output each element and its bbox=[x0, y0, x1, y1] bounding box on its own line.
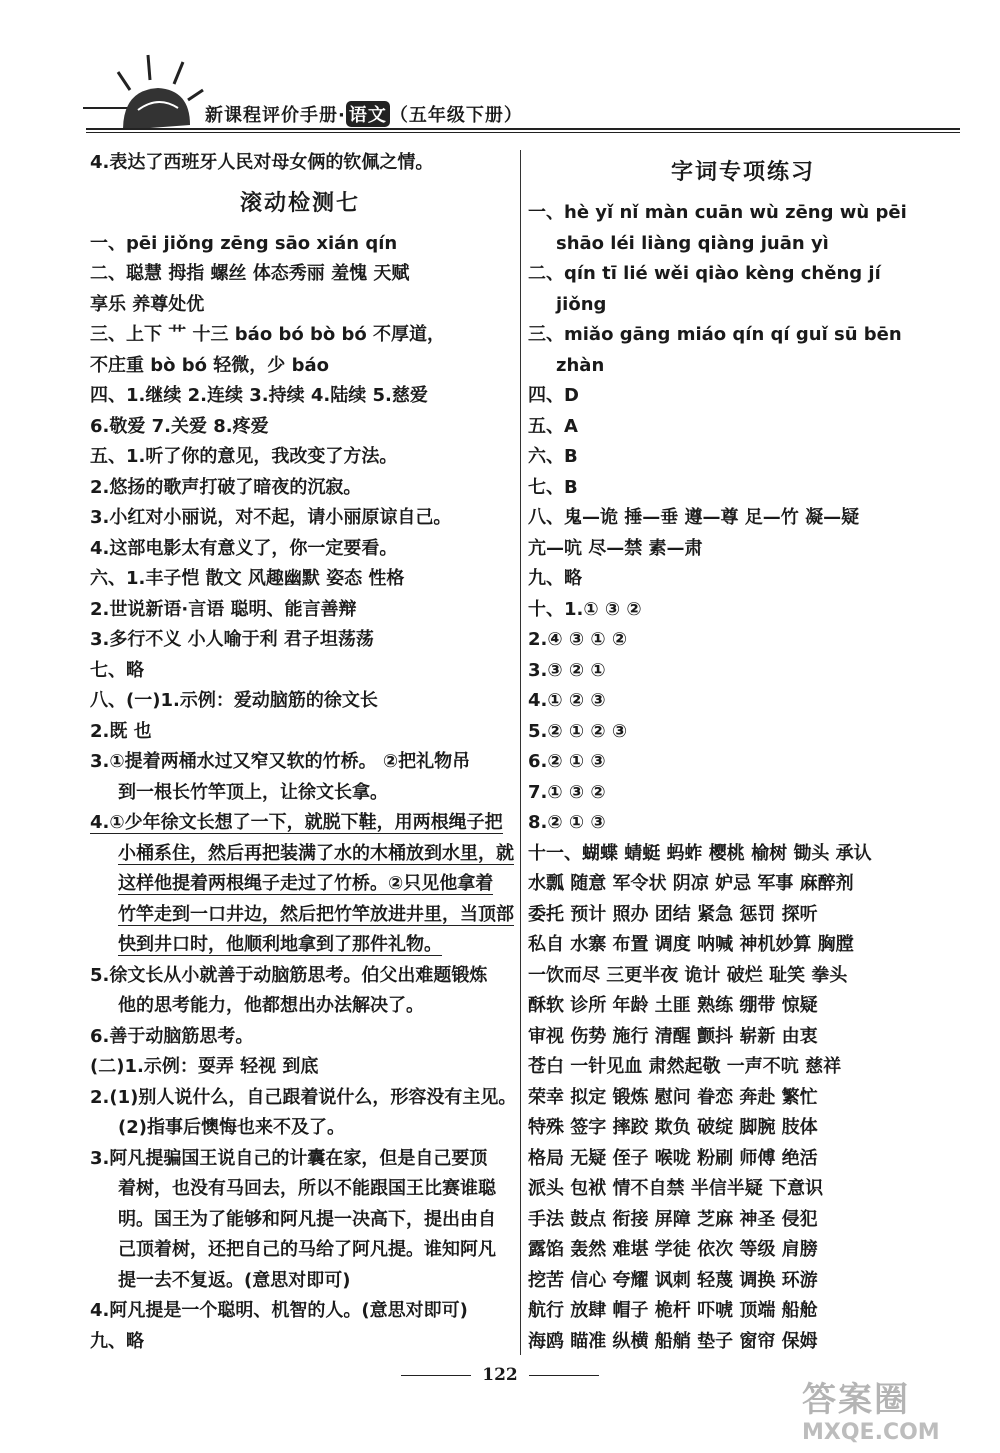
answer-text: 七、略 bbox=[90, 659, 144, 681]
answer-line bbox=[528, 1144, 958, 1175]
answer-text: 酥软 诊所 年龄 土匪 熟练 绷带 惊疑 bbox=[528, 995, 818, 1016]
answer-text: 2.既 也 bbox=[90, 720, 152, 742]
answer-text: 竹竿走到一口井边，然后把竹竿放进井里，当顶部 bbox=[118, 903, 514, 925]
answer-line bbox=[90, 717, 510, 748]
answer-text: 九、略 bbox=[90, 1330, 144, 1352]
answer-line bbox=[528, 1052, 958, 1083]
answer-text: 2.悠扬的歌声打破了暗夜的沉寂。 bbox=[90, 476, 362, 498]
answer-text: 6.② ① ③ bbox=[528, 751, 606, 772]
answer-text: (二)1.示例：耍弄 轻视 到底 bbox=[90, 1056, 319, 1077]
page-header bbox=[0, 0, 1000, 140]
answer-text: zhàn bbox=[556, 354, 605, 376]
answer-text: 着树，也没有马回去，所以不能跟国王比赛谁聪 bbox=[118, 1178, 496, 1199]
answer-line bbox=[528, 1205, 958, 1236]
answer-line bbox=[90, 778, 510, 809]
answer-line bbox=[90, 442, 510, 473]
answer-line bbox=[528, 808, 958, 839]
answer-text: 8.② ① ③ bbox=[528, 812, 606, 833]
answer-text: 委托 预计 照办 团结 紧急 惩罚 探听 bbox=[528, 903, 818, 925]
answer-line bbox=[90, 503, 510, 534]
answer-text: 手法 鼓点 衔接 屏障 芝麻 神圣 侵犯 bbox=[528, 1208, 818, 1230]
answer-text: 五、A bbox=[528, 415, 578, 437]
answer-line bbox=[90, 1083, 517, 1114]
header-grade: （五年级下册） bbox=[389, 105, 523, 126]
answer-text: 审视 伤势 施行 清醒 颤抖 崭新 由衷 bbox=[528, 1025, 818, 1047]
answer-line bbox=[90, 961, 510, 992]
answer-text: 九、略 bbox=[528, 568, 582, 589]
answer-text: 挖苦 信心 夸耀 讽刺 轻蔑 调换 环游 bbox=[528, 1269, 818, 1291]
answer-text: 3.小红对小丽说，对不起，请小丽原谅自己。 bbox=[90, 507, 452, 528]
answer-text: 明。国王为了能够和阿凡提一决高下，提出由自 bbox=[118, 1208, 496, 1230]
header-rule-thin bbox=[86, 132, 960, 133]
answer-line bbox=[528, 961, 958, 992]
answer-text: 荣幸 拟定 锻炼 慰问 眷恋 奔赴 繁忙 bbox=[528, 1086, 818, 1108]
answer-text: 格局 无疑 侄子 喉咙 粉刷 师傅 绝活 bbox=[528, 1147, 818, 1169]
answer-line bbox=[90, 686, 510, 717]
header-rule bbox=[86, 128, 960, 130]
watermark-text-cn: 答案圈 bbox=[802, 1380, 910, 1420]
answer-text: 派头 包袱 情不自禁 半信半疑 下意识 bbox=[528, 1178, 824, 1199]
answer-line bbox=[528, 503, 958, 534]
answer-line bbox=[90, 1174, 510, 1205]
answer-line bbox=[90, 930, 510, 961]
right-answer-lines bbox=[528, 198, 958, 1357]
answer-text: 2.④ ③ ① ② bbox=[528, 629, 628, 650]
answer-line bbox=[90, 808, 510, 839]
answer-text: 一、hè yǐ nǐ màn cuān wù zēng wù pēi bbox=[528, 202, 907, 223]
answer-line bbox=[528, 534, 958, 565]
answer-text: 4.① ② ③ bbox=[528, 690, 606, 711]
answer-text: 私自 水寨 布置 调度 呐喊 神机妙算 胸膛 bbox=[528, 934, 854, 955]
answer-text: 3.①提着两桶水过又窄又软的竹桥。 ②把礼物吊 bbox=[90, 751, 471, 772]
answer-text: 八、鬼—诡 捶—垂 遵—尊 足—竹 凝—疑 bbox=[528, 507, 860, 528]
section-title-test-7: 滚动检测七 bbox=[239, 190, 360, 216]
answer-text: 水瓢 随意 军令状 阴凉 妒忌 军事 麻醉剂 bbox=[528, 873, 854, 894]
answer-text: 露馅 轰然 难堪 学徒 依次 等级 肩膀 bbox=[528, 1239, 818, 1260]
answer-line bbox=[528, 778, 958, 809]
answer-text: 5.② ① ② ③ bbox=[528, 720, 628, 742]
answer-line bbox=[528, 564, 958, 595]
answer-text: 七、B bbox=[528, 476, 578, 498]
answer-text: 2.(1)别人说什么，自己跟着说什么，形容没有主见。 bbox=[90, 1086, 517, 1108]
answer-text: 二、qín tī lié wěi qiào kèng chěng jí bbox=[528, 263, 881, 284]
answer-line bbox=[90, 1327, 510, 1358]
watermark-text-url: MXQE.COM bbox=[802, 1420, 940, 1445]
right-column bbox=[528, 148, 958, 1357]
answer-line bbox=[528, 1113, 958, 1144]
answer-line bbox=[528, 930, 958, 961]
answer-line bbox=[528, 473, 958, 504]
footer-ornament-right bbox=[529, 1375, 599, 1376]
answer-line bbox=[90, 351, 510, 382]
answer-line bbox=[90, 991, 510, 1022]
answer-line bbox=[90, 259, 510, 290]
answer-text: 2.世说新语·言语 聪明、能言善辩 bbox=[90, 598, 357, 620]
section-title-word-practice: 字词专项练习 bbox=[670, 160, 815, 185]
answer-line bbox=[528, 381, 958, 412]
answer-line bbox=[90, 1144, 510, 1175]
answer-line bbox=[90, 320, 510, 351]
answer-text: 他的思考能力，他都想出办法解决了。 bbox=[118, 995, 424, 1016]
column-divider bbox=[520, 150, 521, 1355]
answer-line bbox=[90, 1266, 510, 1297]
answer-line bbox=[90, 1052, 510, 1083]
answer-text: 这样他提着两根绳子走过了竹桥。②只见他拿着 bbox=[118, 873, 494, 894]
answer-text: 六、1.丰子恺 散文 风趣幽默 姿态 性格 bbox=[90, 568, 405, 589]
answer-line bbox=[528, 229, 958, 260]
answer-line bbox=[90, 381, 510, 412]
footer-ornament-left bbox=[401, 1375, 471, 1376]
answer-line bbox=[90, 534, 510, 565]
answer-text: 八、(一)1.示例：爱动脑筋的徐文长 bbox=[90, 690, 378, 711]
watermark-logo bbox=[802, 1380, 982, 1450]
answer-line bbox=[90, 595, 510, 626]
answer-line bbox=[528, 442, 958, 473]
answer-text: 提一去不复返。(意思对即可) bbox=[118, 1269, 351, 1291]
answer-line bbox=[90, 564, 510, 595]
answer-line bbox=[90, 290, 510, 321]
answer-text: 亢—吭 尽—禁 素—肃 bbox=[528, 537, 703, 559]
answer-text: 二、聪慧 拇指 螺丝 体态秀丽 羞愧 天赋 bbox=[90, 263, 410, 284]
answer-line bbox=[90, 412, 510, 443]
answer-line bbox=[90, 473, 510, 504]
answer-line bbox=[90, 839, 514, 870]
answer-text: 6.敬爱 7.关爱 8.疼爱 bbox=[90, 415, 269, 437]
answer-line bbox=[528, 1022, 958, 1053]
answer-line bbox=[528, 1174, 958, 1205]
answer-line bbox=[528, 900, 958, 931]
answer-line bbox=[90, 869, 510, 900]
header-title bbox=[205, 101, 523, 127]
answer-line bbox=[90, 1022, 510, 1053]
answer-text: 3.多行不义 小人喻于利 君子坦荡荡 bbox=[90, 629, 374, 650]
answer-text: 四、1.继续 2.连续 3.持续 4.陆续 5.慈爱 bbox=[90, 385, 428, 406]
answer-line bbox=[528, 839, 958, 870]
answer-line bbox=[90, 1296, 510, 1327]
answer-text: 3.③ ② ① bbox=[528, 659, 606, 681]
answer-text: 五、1.听了你的意见，我改变了方法。 bbox=[90, 446, 398, 467]
answer-text: 5.徐文长从小就善于动脑筋思考。伯父出难题锻炼 bbox=[90, 964, 488, 986]
answer-text: 4.①少年徐文长想了一下，就脱下鞋，用两根绳子把 bbox=[90, 812, 503, 833]
answer-text: 一、pēi jiǒng zēng sāo xián qín bbox=[90, 232, 398, 254]
answer-line bbox=[528, 412, 958, 443]
answer-text: 六、B bbox=[528, 446, 578, 467]
page-number: 122 bbox=[482, 1365, 518, 1385]
answer-text: 6.善于动脑筋思考。 bbox=[90, 1025, 254, 1047]
answer-line bbox=[528, 1296, 958, 1327]
left-top-line: 4.表达了西班牙人民对母女俩的钦佩之情。 bbox=[90, 152, 434, 173]
answer-line bbox=[528, 717, 958, 748]
answer-line bbox=[528, 1235, 958, 1266]
answer-text: 十、1.① ③ ② bbox=[528, 598, 642, 620]
answer-line bbox=[528, 290, 958, 321]
answer-text: 己顶着树，还把自己的马给了阿凡提。谁知阿凡 bbox=[118, 1239, 496, 1260]
answer-text: shāo léi liàng qiàng juān yì bbox=[556, 232, 829, 254]
answer-line bbox=[90, 747, 510, 778]
answer-line bbox=[90, 1205, 510, 1236]
answer-line bbox=[528, 625, 958, 656]
answer-line bbox=[528, 1083, 958, 1114]
answer-text: 一饮而尽 三更半夜 诡计 破烂 耻笑 拳头 bbox=[528, 964, 848, 986]
answer-line bbox=[528, 686, 958, 717]
answer-line bbox=[528, 869, 958, 900]
answer-line bbox=[528, 320, 958, 351]
answer-text: 十一、蝴蝶 蜻蜓 蚂蚱 樱桃 榆树 锄头 承认 bbox=[528, 842, 872, 864]
answer-line bbox=[528, 656, 958, 687]
answer-line bbox=[90, 656, 510, 687]
answer-line bbox=[528, 198, 958, 229]
answer-line bbox=[90, 1235, 510, 1266]
answer-line bbox=[528, 747, 958, 778]
answer-text: 7.① ③ ② bbox=[528, 781, 606, 803]
answer-text: 航行 放肆 帽子 桅杆 吓唬 顶端 船舱 bbox=[528, 1300, 818, 1321]
answer-text: 4.这部电影太有意义了，你一定要看。 bbox=[90, 537, 398, 559]
sun-logo-icon bbox=[78, 50, 218, 135]
answer-line bbox=[528, 259, 958, 290]
answer-text: 享乐 养尊处优 bbox=[90, 293, 205, 315]
answer-text: 3.阿凡提骗国王说自己的计囊在家，但是自己要顶 bbox=[90, 1147, 488, 1169]
answer-line bbox=[90, 625, 510, 656]
left-column bbox=[90, 148, 517, 1357]
header-book-title: 新课程评价手册· bbox=[205, 105, 346, 126]
answer-line bbox=[90, 1113, 510, 1144]
answer-line bbox=[90, 229, 510, 260]
answer-text: 快到井口时，他顺利地拿到了那件礼物。 bbox=[118, 934, 442, 955]
answer-text: 海鸥 瞄准 纵横 船艄 垫子 窗帘 保姆 bbox=[528, 1330, 818, 1352]
answer-line bbox=[528, 595, 958, 626]
header-subject-badge: 语文 bbox=[346, 101, 390, 127]
answer-text: 苍白 一针见血 肃然起敬 一声不吭 慈祥 bbox=[528, 1056, 842, 1077]
answer-text: 四、D bbox=[528, 385, 579, 406]
answer-text: 到一根长竹竿顶上，让徐文长拿。 bbox=[118, 781, 388, 803]
answer-text: 不庄重 bò bó 轻微，少 báo bbox=[90, 354, 329, 376]
answer-line bbox=[528, 351, 958, 382]
answer-text: 小桶系住，然后再把装满了水的木桶放到水里，就 bbox=[118, 842, 514, 864]
answer-text: (2)指事后懊悔也来不及了。 bbox=[118, 1117, 345, 1138]
answer-line bbox=[528, 991, 958, 1022]
answer-text: jiǒng bbox=[556, 293, 607, 315]
answer-text: 特殊 签字 摔跤 欺负 破绽 脚腕 肢体 bbox=[528, 1117, 818, 1138]
left-answer-lines bbox=[90, 229, 517, 1358]
answer-line bbox=[528, 1327, 958, 1358]
answer-text: 4.阿凡提是一个聪明、机智的人。(意思对即可) bbox=[90, 1300, 468, 1321]
answer-text: 三、上下 艹 十三 báo bó bò bó 不厚道， bbox=[90, 324, 446, 345]
answer-text: 三、miǎo gāng miáo qín qí guǐ sū bēn bbox=[528, 324, 902, 345]
answer-line bbox=[90, 900, 514, 931]
answer-line bbox=[528, 1266, 958, 1297]
